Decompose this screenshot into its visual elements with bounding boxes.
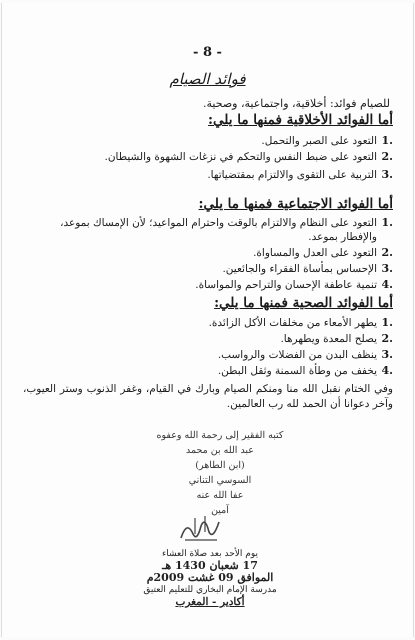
item-text: يصلح المعدة ويطهرها. <box>280 333 377 345</box>
item-text: تنمية عاطفة الإحسان والتراحم والمواساة. <box>195 279 377 291</box>
item-text: التعود على النظام والالتزام بالوقت واحترام المواعيد؛ لأن الإمساك بموعد، والإفطار بموعد. <box>60 217 377 243</box>
moral-benefits-list <box>23 134 393 184</box>
item-text: يخفف من وطأة السمنة وثقل البطن. <box>217 365 377 377</box>
page-title: فوائد الصيام <box>169 70 246 88</box>
item-text: التعود على الصبر والتحمل. <box>261 135 377 147</box>
item-number: .4 <box>381 278 393 291</box>
item-number: .2 <box>381 150 393 163</box>
page-number: - 8 - <box>193 45 222 60</box>
item-text: يطهر الأمعاء من مخلفات الأكل الزائدة. <box>208 317 377 329</box>
item-text: التربية على التقوى والالتزام بمقتضياتها. <box>207 169 377 181</box>
footer-location: أكادير - المغرب <box>175 596 245 608</box>
item-number: .2 <box>381 246 393 259</box>
list-item <box>23 348 393 362</box>
list-item <box>23 262 393 276</box>
signature-line: كتبه الفقير إلى رحمة الله وعفوه <box>156 430 284 441</box>
footer-school: مدرسة الإمام البخاري للتعليم العتيق <box>143 585 277 595</box>
item-number: .2 <box>381 332 393 345</box>
list-item <box>23 278 393 292</box>
footer-day: يوم الأحد بعد صلاة العشاء <box>162 549 258 559</box>
list-item <box>23 246 393 260</box>
health-benefits-list <box>23 316 393 380</box>
signature-line: عبد الله بن محمد <box>186 445 254 456</box>
item-number: .1 <box>381 316 393 329</box>
social-benefits-list <box>23 216 393 294</box>
list-item <box>23 168 393 182</box>
item-text: الإحساس بمأساة الفقراء والجائعين. <box>222 263 377 275</box>
section-heading-moral: أما الفوائد الأخلاقية فمنها ما يلي: <box>208 112 393 128</box>
list-item <box>23 332 393 346</box>
item-text: ينظف البدن من الفضلات والرواسب. <box>217 349 377 361</box>
signature-line: السوسي التناني <box>188 475 252 486</box>
list-item <box>23 150 393 164</box>
item-number: .3 <box>381 168 393 181</box>
list-item <box>23 216 393 244</box>
date-footer <box>95 548 325 608</box>
item-number: .1 <box>381 134 393 147</box>
item-number: .4 <box>381 364 393 377</box>
signature-line: (ابن الطاهر) <box>195 460 245 471</box>
calligraphy-seal-icon <box>175 512 225 544</box>
signature-line: آمين <box>211 505 229 516</box>
list-item <box>23 364 393 378</box>
footer-hijri-date: 17 شعبان 1430 هـ <box>162 559 258 572</box>
section-heading-social: أما الفوائد الاجتماعية فمنها ما يلي: <box>198 196 393 212</box>
list-item <box>23 134 393 148</box>
item-number: .3 <box>381 348 393 361</box>
list-item <box>23 316 393 330</box>
item-number: .1 <box>381 216 393 229</box>
section-heading-health: أما الفوائد الصحية فمنها ما يلي: <box>214 295 393 311</box>
item-number: .3 <box>381 262 393 275</box>
item-text: التعود على ضبط النفس والتحكم في نزغات الشهوة والشيطان. <box>104 151 377 163</box>
signature-line: عفا الله عنه <box>196 490 244 501</box>
item-text: التعود على العدل والمساواة. <box>253 247 377 259</box>
intro-text: للصيام فوائد: أخلاقية، واجتماعية، وصحية. <box>203 97 390 110</box>
footer-gregorian-date: الموافق 09 غشت 2009م <box>146 571 274 584</box>
closing-paragraph: وفي الختام نقبل الله منا ومنكم الصيام وبارك في القيام، وغفر الذنوب وستر العيوب، وآخر دعوانا أن الحمد لله رب العالمين. <box>23 383 393 410</box>
